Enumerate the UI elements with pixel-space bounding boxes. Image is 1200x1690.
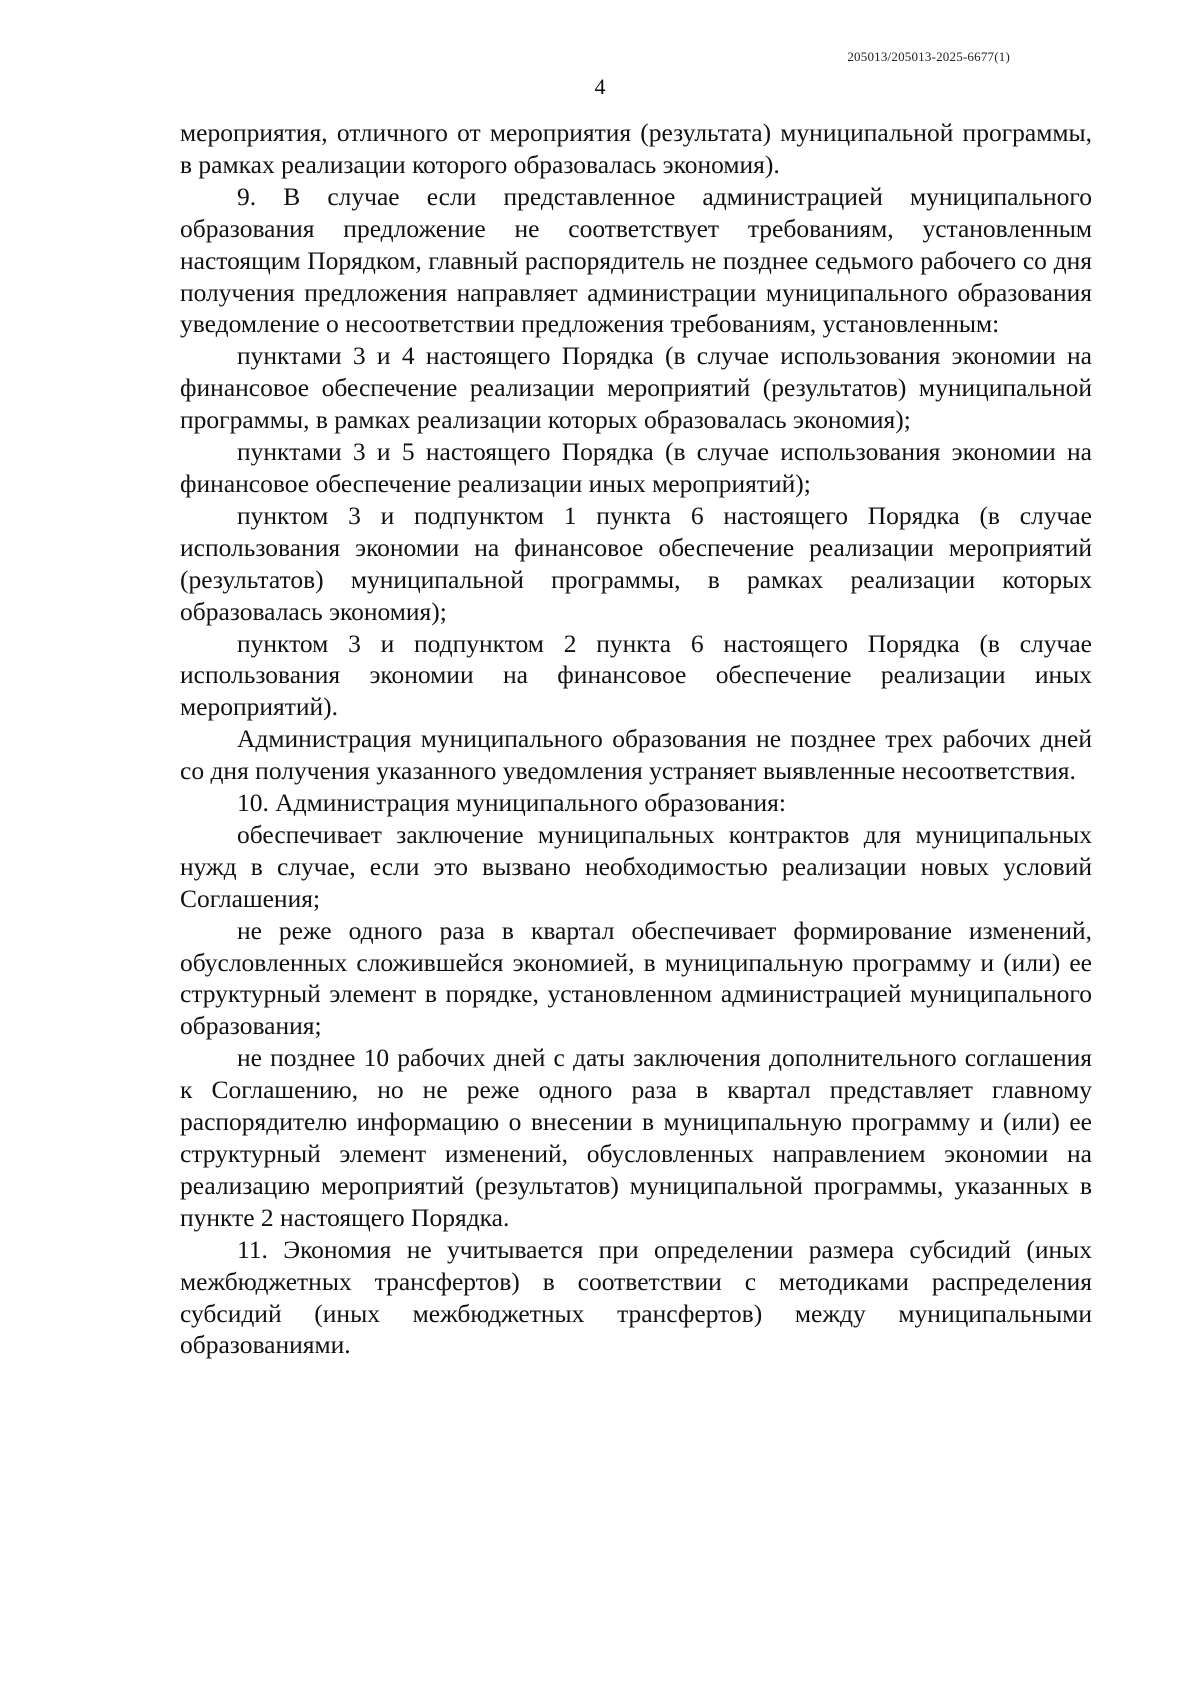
paragraph-item-11: 11. Экономия не учитывается при определении размера субсидий (иных межбюджетных трансфертов) в соответствии с методиками распределения субсидий (иных межбюджетных трансфертов) между муниципальными образованиями. [180, 1234, 1092, 1360]
paragraph-item-9: 9. В случае если представленное администрацией муниципального образования предложение не соответствует требованиям, установленным настоящим Порядком, главный распорядитель не позднее седьмого рабочего со дня получения предложения направляет администрации муниципального образования уведомление о несоответствии предложения требованиям, установленным: [180, 181, 1092, 339]
paragraph-administration-fix: Администрация муниципального образования не позднее трех рабочих дней со дня получения указанного уведомления устраняет выявленные несоответствия. [180, 724, 1092, 786]
paragraph-contracts: обеспечивает заключение муниципальных контрактов для муниципальных нужд в случае, если это вызвано необходимостью реализации новых условий Соглашения; [180, 819, 1092, 913]
paragraph-reporting: не позднее 10 рабочих дней с даты заключения дополнительного соглашения к Соглашению, но не реже одного раза в квартал представляет главному распорядителю информацию о внесении в муниципальную программу и (или) ее структурный элемент изменений, обусловленных направлением экономии на реализацию мероприятий (результатов) муниципальной программы, указанных в пункте 2 настоящего Порядка. [180, 1043, 1092, 1232]
paragraph-continuation: мероприятия, отличного от мероприятия (результата) муниципальной программы, в рамках реализации которого образовалась экономия). [180, 118, 1092, 179]
paragraph-item-10: 10. Администрация муниципального образования: [237, 788, 786, 818]
paragraph-sub-points-3-4: пунктами 3 и 4 настоящего Порядка (в случае использования экономии на финансовое обеспечение реализации мероприятий (результатов) муниципальной программы, в рамках реализации которых образовалась экономия); [180, 341, 1092, 435]
document-body [180, 117, 1092, 1361]
paragraph-quarterly-changes: не реже одного раза в квартал обеспечивает формирование изменений, обусловленных сложившейся экономией, в муниципальную программу и (или) ее структурный элемент в порядке, установленном администрацией муниципального образования; [180, 915, 1092, 1041]
paragraph-sub-points-3-5: пунктами 3 и 5 настоящего Порядка (в случае использования экономии на финансовое обеспечение реализации иных мероприятий); [180, 437, 1092, 498]
paragraph-sub-point-3-6-2: пунктом 3 и подпунктом 2 пункта 6 настоящего Порядка (в случае использования экономии на финансовое обеспечение реализации иных мероприятий). [180, 628, 1092, 722]
paragraph-sub-point-3-6-1: пунктом 3 и подпунктом 1 пункта 6 настоящего Порядка (в случае использования экономии на финансовое обеспечение реализации мероприятий (результатов) муниципальной программы, в рамках реализации которых образовалась экономия); [180, 500, 1092, 626]
document-id: 205013/205013-2025-6677(1) [847, 49, 1010, 64]
page-number: 4 [594, 74, 606, 99]
